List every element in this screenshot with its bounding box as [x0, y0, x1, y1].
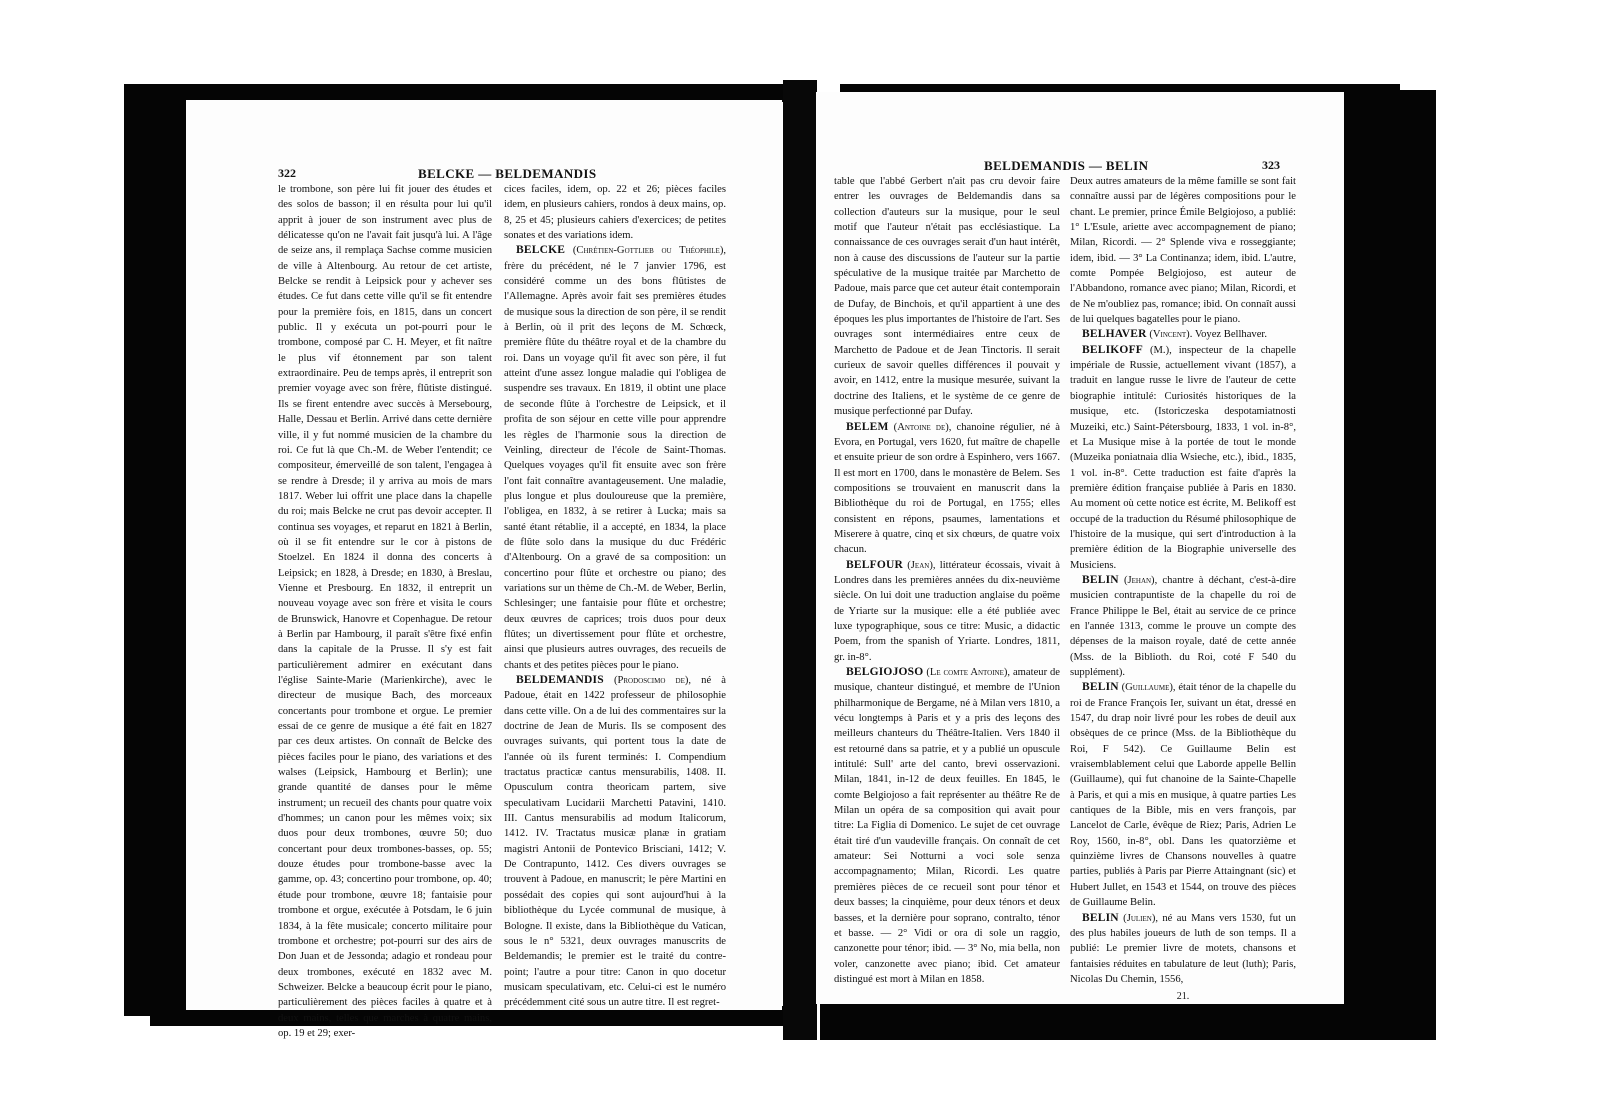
entry-name: (Prodoscimo de), — [613, 675, 692, 686]
right-running-head: BELDEMANDIS — BELIN — [984, 158, 1149, 173]
entry-belgiojoso — [834, 665, 1060, 987]
entry-text: né au Mans vers 1530, fut un des plus habiles joueurs de luth de son temps. Il a publié: Le premier livre de motets, chansons et fantaisies réduites en tabulature de leut (luth); Paris, Nicolas Du Chemin, 1556, — [1070, 912, 1296, 985]
entry-text: chantre à déchant, c'est-à-dire musicien contrapuntiste de la chapelle du roi de France Philippe le Bel, était au service de ce prince en l'année 1313, comme le prouve un compte des dépenses de la maison royale, daté de cette année (Mss. de la Biblioth. du Roi, coté F 540 du supplément). — [1070, 574, 1296, 678]
entry-belin-guillaume — [1070, 680, 1296, 910]
scan-border-left — [124, 86, 194, 1016]
left-column-2 — [504, 182, 726, 1011]
entry-text: inspecteur de la chapelle impériale de Russie, actuellement vivant (1857), a traduit en langue russe le livre de l'auteur de cette biographie intitulé: Curiosités historiques de la musique, etc. (Istoriczeska despotamiatnosti Muzeiki, etc.) Saint-Pétersbourg, 1833, 1 vol. in-8°, et La Musique mise à la portée de tout le monde (Muzeika poniatnaia dlia Wsieche, etc.), ibid., 1835, 1 vol. in-8°. Cette traduction est faite d'après la première édition française publiée à Paris en 1830. Au moment où cette notice est écrite, M. Belikoff est occupé de la traduction du Résumé philosophique de l'histoire de la musique, qui sert d'introduction à la première édition de la Biographie universelle des Musiciens. — [1070, 344, 1297, 571]
entry-text: littérateur écossais, vivait à Londres dans les premières années du dix-neuvième siècle. On lui doit une traduction anglaise du poëme de Yriarte sur la musique: elle a été publiée avec luxe typographique, sous ce titre: Music, a didactic Poem, from the spanish of Yriarte. Londres, 1811, gr. in-8°. — [834, 559, 1060, 663]
entry-belin-jehan — [1070, 573, 1296, 680]
paragraph: table que l'abbé Gerbert n'ait pas cru devoir faire entrer les ouvrages de Beldemandis dans sa collection d'auteurs sur la musique, pour le seul motif que l'auteur n'était pas ecclésiastique. La connaissance de ces ouvrages serait d'un haut intérêt, non à cause des discussions de l'auteur sur la partie spéculative de la musique traitée par Marchetto de Padoue, mais parce que cet auteur était contemporain de Dufay, de Binchois, et qu'il appartient à une des époques les plus importantes de l'histoire de l'art. Ses ouvrages sont intermédiaires entre ceux de Marchetto de Padoue et de Jean Tinctoris. Il serait curieux de savoir quelles différences il pouvait y avoir, en 1412, entre la musique mesurée, suivant la doctrine des Italiens, et le système de ce genre de musique perfectionné par Dufay. — [834, 176, 1060, 418]
paragraph: le trombone, son père lui fit jouer des études et des solos de basson; il en résulta pour lui qu'il apprit à jouer de son instrument avec plus de délicatesse qu'on ne l'avait fait jusqu'à lui. A l'âge de seize ans, il remplaça Sachse comme musicien de ville à Altenbourg. Au retour de cet artiste, Belcke se rendit à Leipsick pour y achever ses études. Ce fut dans cette ville qu'il se fit entendre pour la première fois, en 1815, dans un concert public. Il y exécuta un pot-pourri pour le trombone, composé par C. H. Meyer, et fit naître le plus vif étonnement par son talent extraordinaire. Peu de temps après, il entreprit son premier voyage avec son frère, flûtiste distingué. Ils se firent entendre avec succès à Mersebourg, Halle, Dessau et Berlin. Arrivé dans cette dernière ville, il y fut nommé musicien de la chambre du roi. Ce fut là que Ch.-M. de Weber l'entendit; ce compositeur, émerveillé de son talent, l'engagea à se rendre à Dresde; il y arriva au mois de mars 1817. Weber lui offrit une place dans la chapelle du roi; mais Belcke ne crut pas devoir accepter. Il continua ses voyages, et reparut en 1821 à Berlin, où il se fit entendre sur le cor à pistons de Stoelzel. En 1824 il donna des concerts à Leipsick; en 1828, à Dresde; en 1830, à Breslau, Vienne et Presbourg. En 1832, il entreprit un nouveau voyage avec son frère et visita le cours de Brunswick, Hanovre et Copenhague. De retour à Berlin par Hambourg, il paraît s'être fixé enfin dans la capitale de la Prusse. Il s'y est fait particulièrement admirer en exécutant dans l'église Sainte-Marie (Marienkirche), avec le directeur de musique Bach, des morceaux concertants pour trombone et orgue. Le premier essai de ce genre de musique a été fait en 1827 par ces deux artistes. On connaît de Belcke des pièces faciles pour le piano, des variations et des walses (Leipsick, Hambourg et Berlin); une grande quantité de danses pour le même instrument; un recueil des chants pour quatre voix d'hommes; un canon pour les mêmes voix; six duos pour deux trombones, œuvre 50; duo concertant pour deux trombones-basses, op. 55; douze études pour trombone-basse avec la gamme, op. 43; concertino pour trombone, op. 40; étude pour trombone, œuvre 18; fantaisie pour trombone et orgue, exécutée à Potsdam, le 6 juin 1834, à la fête musicale; concerto militaire pour trombone et orchestre; pot-pourri sur des airs de Don Juan et de Jessonda; adagio et rondeau pour deux trombones, exécuté en 1832 avec M. Schweizer. Belcke a beaucoup écrit pour le piano, particulièrement des pièces faciles à quatre et à deux mains, telles que marches à quatre mains, op. 19 et 29; exer- — [278, 184, 492, 1039]
headword: BELDEMANDIS — [516, 674, 604, 686]
entry-name: (Vincent). — [1149, 329, 1193, 341]
headword: BELHAVER — [1082, 328, 1147, 341]
entry-name: (Le comte Antoine), — [926, 667, 1011, 678]
entry-belhaver — [1070, 327, 1296, 342]
left-running-head: BELCKE — BELDEMANDIS — [418, 166, 597, 181]
headword: BELIN — [1082, 911, 1119, 924]
entry-text: amateur de musique, chanteur distingué, et membre de l'Union philharmonique de Bergame, né à Milan vers 1810, a vécu longtemps à Paris et y a pris des leçons des meilleurs chanteurs du Théâtre-Italien. Vers 1840 il est retourné dans sa patrie, et y a publié un opuscule intitulé: Sull' arte del canto, brevi osservazioni. Milan, 1841, in-12 de deux feuilles. En 1845, le comte Belgiojoso a fait représenter au théâtre Re de Milan un opéra de sa composition qui avait pour titre: La Figlia di Domenico. Le sujet de cet ouvrage était tiré d'un vaudeville français. On connaît de cet amateur: Sei Notturni a voci sole senza accompagnamento; Milan, Ricordi. Les quatre premières pièces de ce recueil sont pour ténor et deux basses; la cinquième, pour deux ténors et deux basses, et la dernière pour soprano, contralto, ténor et basse. — 2° Vidi or ora di sole un raggio, canzonette pour ténor; ibid. — 3° No, mia bella, non voler, canzonette avec piano; ibid. Cet amateur distingué est mort à Milan en 1858. — [834, 667, 1060, 985]
entry-name: (Guillaume), — [1121, 682, 1176, 694]
signature-mark: 21. — [1176, 991, 1190, 1003]
entry-text: chanoine régulier, né à Evora, en Portugal, vers 1620, fut maître de chapelle et ensuite prieur de son ordre à Espinhero, vers 1667. Il est mort en 1700, dans le monastère de Belem. Ses compositions se trouvaient en manuscrit dans la Bibliothèque du roi de Portugal, en 1755; elles consistent en répons, psaumes, lamentations et Miserere à quatre, cinq et six chœurs, de quatre voix chacun. — [834, 421, 1060, 556]
headword: BELGIOJOSO — [846, 666, 924, 678]
right-page-number: 323 — [1262, 158, 1280, 172]
headword: BELFOUR — [846, 558, 903, 571]
entry-belcke-chretien — [504, 243, 726, 673]
headword: BELIN — [1082, 573, 1119, 586]
entry-text: frère du précédent, né le 7 janvier 1796, est considéré comme un des bons flûtistes de l'Allemagne. Après avoir fait ses premières études de musique sous la direction de son père, il se rendit à Berlin, où il prit des leçons de M. Schœck, première flûte du théâtre royal et de la chambre du roi. Dans un voyage qu'il fit avec son père, il fut atteint d'une assez longue maladie qui l'obligea de suspendre ses travaux. En 1819, il obtint une place de seconde flûte à l'orchestre de Leipsick, et il profita de son séjour en cette ville pour apprendre les règles de l'harmonie sous la direction de Veinling, directeur de l'école de Saint-Thomas. Quelques voyages qu'il fit ensuite avec son frère l'ont fait connaître avantageusement. Une maladie, plus longue et plus douloureuse que la première, l'obligea, en 1832, à se retirer à Lucka; mais sa santé étant rétablie, il a accepté, en 1834, la place de flûte solo dans la musique du duc Frédéric d'Altenbourg. On a gravé de sa composition: un concertino pour flûte et orchestre ou piano; des variations sur un thème de Ch.-M. de Weber, Berlin, Schlesinger; une fantaisie pour flûte et orchestre; deux œuvres de caprices; trois duos pour deux flûtes; un divertissement pour flûte et orchestre, ainsi que plusieurs autres ouvrages, des recueils de chants et des petites pièces pour le piano. — [504, 260, 726, 671]
entry-name: (Julien), — [1123, 912, 1158, 924]
entry-name: (Jehan), — [1123, 574, 1158, 586]
headword: BELCKE — [516, 244, 566, 257]
book-spine — [783, 80, 817, 1040]
entry-name: (Antoine de), — [893, 421, 952, 433]
entry-beldemandis — [504, 673, 726, 1011]
headword: BELEM — [846, 420, 889, 433]
right-column-2 — [1070, 174, 1296, 1005]
right-page — [816, 92, 1344, 1004]
entry-text: était ténor de la chapelle du roi de France François Ier, suivant un état, dressé en 1547, du drap noir livré pour les robes de deuil aux obsèques de ce prince (Mss. de la Bibliothèque du Roi, F 542). Ce Guillaume Belin est vraisemblablement celui que Laborde appelle Bellin (Guillaume), qui fut chanoine de la Sainte-Chapelle à Paris, et qui a mis en musique, à quatre parties Les cantiques de la Bible, mis en vers françois, par Lancelot de Carle, évêque de Riez; Paris, Adrien Le Roy, 1560, in-8°, obl. Dans les quatorzième et quinzième livres de Chansons nouvelles à quatre parties, publiés à Paris par Pierre Attaingnant (sic) et Hubert Jullet, en 1543 et 1544, on trouve des pièces de Guillaume Belin. — [1070, 682, 1296, 909]
headword: BELIN — [1082, 681, 1119, 694]
headword: BELIKOFF — [1082, 343, 1144, 356]
left-page-number: 322 — [278, 166, 296, 180]
left-column-1 — [278, 182, 492, 1041]
entry-belin-julien — [1070, 911, 1296, 988]
scan-border-bottom-right — [820, 1000, 1436, 1040]
entry-text: Voyez Bellhaver. — [1192, 329, 1267, 341]
entry-name: (Chrétien-Gottlieb ou Théophile), — [572, 245, 726, 257]
left-page — [186, 100, 782, 1039]
entry-belem — [834, 420, 1060, 558]
entry-belfour — [834, 558, 1060, 665]
entry-name: (Jean), — [907, 559, 936, 571]
entry-text: né à Padoue, était en 1422 professeur de philosophie dans cette ville. On a de lui des commentaires sur la doctrine de Jean de Muris. Ils se composent des ouvrages suivants, qui portent tous la date de l'année où ils furent terminés: I. Compendium tractatus practicæ cantus mensurabilis, 1408. II. Opusculum contra theoricam partem, sive speculativam Lucidarii Marchetti Patavini, 1410. III. Cantus mensurabilis ad modum Italicorum, 1412. IV. Tractatus musicæ planæ in gratiam magistri Antonii de Pontevico Brisciani, 1412; V. De Contrapunto, 1412. Ces divers ouvrages se trouvent à Padoue, en manuscrit; le père Martini en possédait des copies qui sont aujourd'hui à la bibliothèque du Lycée communal de musique, à Bologne. Il existe, dans la Bibliothèque du Vatican, sous le n° 5321, deux ouvrages manuscrits de Beldemandis; le premier est le traité du contre-point; l'autre a pour titre: Canon in quo docetur musicam speculativam, etc. Celui-ci est le numéro précédemment cité sous un autre titre. Il est regret- — [504, 675, 727, 1009]
paragraph: cices faciles, idem, op. 22 et 26; pièces faciles idem, en plusieurs cahiers, rondos à deux mains, op. 8, 25 et 45; plusieurs cahiers d'exercices; de petites sonates et des variations idem. — [504, 184, 726, 242]
right-column-1 — [834, 174, 1060, 987]
scan-border-right — [1340, 90, 1436, 1040]
entry-belikoff — [1070, 343, 1296, 573]
entry-name: (M.), — [1149, 344, 1172, 356]
paragraph: Deux autres amateurs de la même famille se sont fait connaître aussi par de légères compositions pour le chant. Le premier, prince Émile Belgiojoso, a publié: 1° L'Esule, ariette avec accompagnement de piano; Milan, Ricordi. — 2° Splende viva e rosseggiante; idem, ibid. — 3° La Continanza; idem, ibid. L'autre, comte Pompée Belgiojoso, est auteur de l'Abbandono, romance avec piano; Milan, Ricordi, et de Ne m'oubliez pas, romance; ibid. On connaît aussi de lui quelques bagatelles pour le piano. — [1070, 176, 1296, 326]
